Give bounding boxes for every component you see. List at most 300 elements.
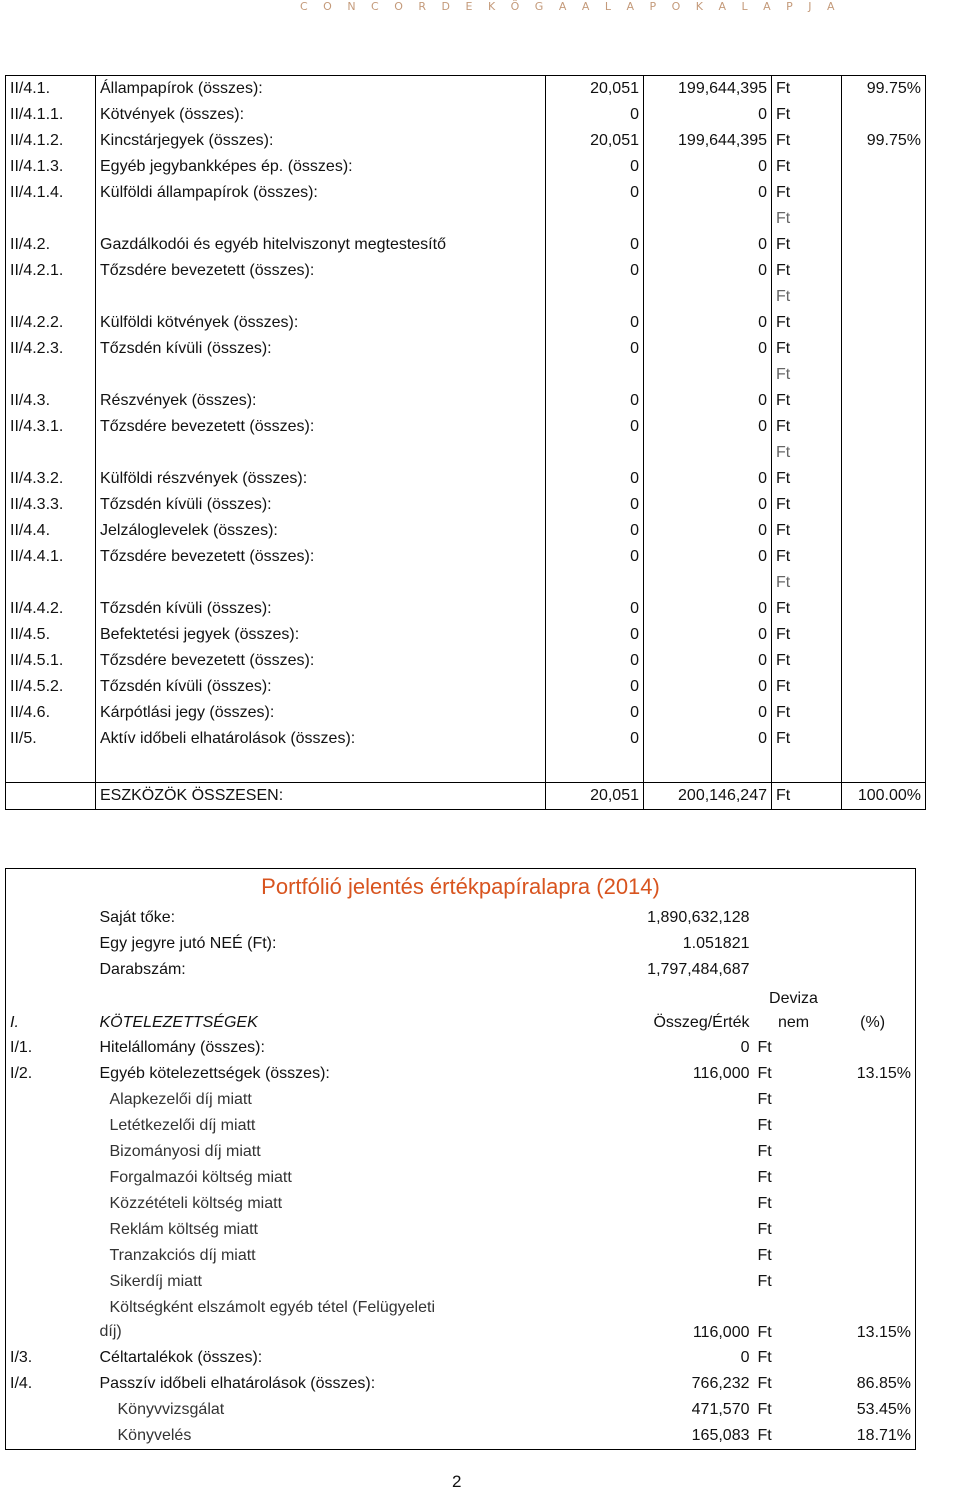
asset-name: Aktív időbeli elhatárolások (összes):: [96, 726, 546, 752]
other-cost-line1: Költségként elszámolt egyéb tétel (Felügyeleti: [109, 1299, 436, 1316]
liability-row: [6, 1217, 916, 1243]
asset-currency: Ft: [772, 518, 842, 544]
liab-amount: [536, 1165, 754, 1191]
asset-qty: 0: [546, 518, 644, 544]
asset-currency: Ft: [772, 544, 842, 570]
liab-amount: 0: [740, 1349, 750, 1366]
asset-qty: 0: [546, 596, 644, 622]
total-value: 200,146,247: [644, 783, 772, 810]
liability-row: [6, 1191, 916, 1217]
asset-value: 199,644,395: [644, 76, 772, 103]
assets-total-row: [6, 783, 926, 810]
liab-code: I/4.: [6, 1371, 96, 1397]
asset-name: [96, 284, 546, 310]
asset-code: II/4.4.: [6, 518, 96, 544]
asset-value: [644, 362, 772, 388]
liab-amount: 0: [740, 1039, 750, 1056]
asset-value: 0: [644, 232, 772, 258]
liab-pct: 53.45%: [834, 1397, 916, 1423]
asset-qty: 0: [546, 674, 644, 700]
total-pct: 100.00%: [842, 783, 926, 810]
asset-pct: [842, 518, 926, 544]
asset-value: [644, 570, 772, 596]
liab-currency: Ft: [757, 1091, 772, 1108]
liability-row: [6, 1371, 916, 1397]
liab-amount: [536, 1139, 754, 1165]
liab-pct: 13.15%: [834, 1061, 916, 1087]
asset-code: II/5.: [6, 726, 96, 752]
asset-code: II/4.5.1.: [6, 648, 96, 674]
liab-amount: 116,000: [692, 1065, 750, 1082]
liab-code: [6, 1217, 96, 1243]
asset-name: Kincstárjegyek (összes):: [96, 128, 546, 154]
asset-name: Részvények (összes):: [96, 388, 546, 414]
liab-header-name: KÖTELEZETTSÉGEK: [99, 1014, 258, 1031]
asset-pct: [842, 310, 926, 336]
blank-cell: [772, 752, 842, 783]
asset-name: Tőzsdére bevezetett (összes):: [96, 648, 546, 674]
asset-value: 0: [644, 154, 772, 180]
liab-currency: Ft: [757, 1065, 772, 1082]
asset-qty: 20,051: [546, 128, 644, 154]
asset-name: Tőzsdén kívüli (összes):: [96, 492, 546, 518]
liab-code: I/3.: [6, 1345, 96, 1371]
asset-pct: [842, 544, 926, 570]
asset-name: Kárpótlási jegy (összes):: [96, 700, 546, 726]
asset-currency: Ft: [772, 362, 842, 388]
asset-code: [6, 440, 96, 466]
asset-row: [6, 596, 926, 622]
liability-row: [6, 1397, 916, 1423]
count-value: 1,797,484,687: [647, 961, 750, 978]
asset-row: [6, 466, 926, 492]
asset-row: [6, 258, 926, 284]
asset-value: 0: [644, 336, 772, 362]
liab-amount: [536, 1113, 754, 1139]
asset-value: 0: [644, 622, 772, 648]
asset-currency: Ft: [772, 570, 842, 596]
liab-header-code: I.: [10, 1014, 19, 1031]
asset-pct: [842, 492, 926, 518]
liability-row: [6, 1035, 916, 1061]
blank-cell: [754, 905, 834, 931]
asset-qty: 0: [546, 648, 644, 674]
report-equity-row: [6, 905, 916, 931]
liability-row: [6, 1423, 916, 1450]
asset-qty: 0: [546, 726, 644, 752]
asset-currency: Ft: [772, 102, 842, 128]
liab-name: Forgalmazói költség miatt: [109, 1169, 292, 1186]
other-cost-line2: díj): [99, 1323, 122, 1340]
total-code: [6, 783, 96, 810]
asset-row: [6, 648, 926, 674]
other-cost-pct: 13.15%: [834, 1295, 916, 1345]
equity-value: 1,890,632,128: [647, 909, 750, 926]
liab-pct: [834, 1087, 916, 1113]
asset-pct: [842, 154, 926, 180]
asset-name: [96, 206, 546, 232]
asset-qty: 0: [546, 414, 644, 440]
liab-name: Könyvelés: [117, 1427, 192, 1444]
asset-name: Befektetési jegyek (összes):: [96, 622, 546, 648]
asset-row: [6, 76, 926, 103]
asset-code: [6, 284, 96, 310]
asset-pct: [842, 622, 926, 648]
asset-qty: [546, 570, 644, 596]
liability-row: [6, 1087, 916, 1113]
other-cost-row: [6, 1295, 916, 1345]
report-title: Portfólió jelentés értékpapíralapra (2014): [261, 874, 660, 899]
liab-currency: Ft: [757, 1117, 772, 1134]
asset-qty: [546, 206, 644, 232]
asset-name: Jelzáloglevelek (összes):: [96, 518, 546, 544]
asset-name: [96, 570, 546, 596]
asset-currency: Ft: [772, 258, 842, 284]
total-currency: Ft: [772, 783, 842, 810]
asset-name: Állampapírok (összes):: [96, 76, 546, 103]
asset-pct: [842, 440, 926, 466]
asset-pct: [842, 284, 926, 310]
liab-amount: [536, 1269, 754, 1295]
asset-name: Tőzsdén kívüli (összes):: [96, 674, 546, 700]
liab-name: Könyvvizsgálat: [117, 1401, 225, 1418]
asset-currency: Ft: [772, 674, 842, 700]
liab-name: Bizományosi díj miatt: [109, 1143, 261, 1160]
liab-name: Céltartalékok (összes):: [99, 1349, 263, 1366]
other-cost-label: [96, 1295, 536, 1345]
asset-value: 199,644,395: [644, 128, 772, 154]
report-nav-row: [6, 931, 916, 957]
asset-code: II/4.1.2.: [6, 128, 96, 154]
asset-value: [644, 206, 772, 232]
liability-row: [6, 1165, 916, 1191]
asset-name: Tőzsdére bevezetett (összes):: [96, 258, 546, 284]
asset-currency: Ft: [772, 232, 842, 258]
asset-pct: [842, 258, 926, 284]
asset-code: II/4.2.2.: [6, 310, 96, 336]
asset-currency: Ft: [772, 700, 842, 726]
liab-pct: [834, 1191, 916, 1217]
asset-row: [6, 284, 926, 310]
asset-pct: [842, 648, 926, 674]
asset-currency: Ft: [772, 440, 842, 466]
asset-name: Külföldi részvények (összes):: [96, 466, 546, 492]
asset-qty: [546, 440, 644, 466]
liabilities-header-row: [6, 983, 916, 1035]
liab-pct: 86.85%: [834, 1371, 916, 1397]
report-title-row: [6, 869, 916, 906]
liab-pct: [834, 1269, 916, 1295]
liability-row: [6, 1061, 916, 1087]
blank-cell: [834, 905, 916, 931]
liab-name: Egyéb kötelezettségek (összes):: [99, 1065, 330, 1082]
asset-name: Tőzsdére bevezetett (összes):: [96, 414, 546, 440]
liab-pct: [834, 1345, 916, 1371]
asset-name: [96, 362, 546, 388]
asset-code: II/4.2.3.: [6, 336, 96, 362]
asset-pct: [842, 206, 926, 232]
asset-code: II/4.2.: [6, 232, 96, 258]
asset-value: 0: [644, 258, 772, 284]
currency-bottom: nem: [777, 1014, 810, 1031]
liab-currency: Ft: [757, 1375, 772, 1392]
count-label: Darabszám:: [99, 961, 186, 978]
asset-code: II/4.5.2.: [6, 674, 96, 700]
blank-cell: [6, 1295, 96, 1345]
asset-code: II/4.3.3.: [6, 492, 96, 518]
asset-qty: [546, 284, 644, 310]
asset-qty: 0: [546, 154, 644, 180]
asset-code: II/4.4.2.: [6, 596, 96, 622]
asset-value: 0: [644, 102, 772, 128]
asset-pct: [842, 466, 926, 492]
asset-value: 0: [644, 388, 772, 414]
liab-code: [6, 1397, 96, 1423]
asset-qty: 0: [546, 466, 644, 492]
asset-row: [6, 492, 926, 518]
blank-cell: [6, 752, 96, 783]
asset-name: Gazdálkodói és egyéb hitelviszonyt megtestesítő: [96, 232, 546, 258]
asset-pct: [842, 362, 926, 388]
liab-pct: 18.71%: [834, 1423, 916, 1450]
liab-header-amount: Összeg/Érték: [653, 1014, 750, 1031]
asset-row: [6, 440, 926, 466]
asset-row: [6, 206, 926, 232]
asset-code: [6, 206, 96, 232]
asset-code: II/4.3.1.: [6, 414, 96, 440]
blank-cell: [6, 905, 96, 931]
asset-name: Kötvények (összes):: [96, 102, 546, 128]
asset-row: [6, 414, 926, 440]
asset-currency: Ft: [772, 128, 842, 154]
portfolio-report-table: [5, 868, 916, 1450]
asset-qty: 20,051: [546, 76, 644, 103]
liab-code: [6, 1165, 96, 1191]
liab-code: [6, 1139, 96, 1165]
equity-label: Saját tőke:: [99, 909, 176, 926]
asset-code: II/4.1.3.: [6, 154, 96, 180]
liab-amount: 471,570: [691, 1401, 750, 1418]
asset-row: [6, 570, 926, 596]
asset-currency: Ft: [772, 284, 842, 310]
liab-amount: [536, 1217, 754, 1243]
liab-currency: Ft: [757, 1401, 772, 1418]
asset-pct: [842, 388, 926, 414]
liab-currency: Ft: [757, 1273, 772, 1290]
liab-name: Alapkezelői díj miatt: [109, 1091, 252, 1108]
asset-value: 0: [644, 674, 772, 700]
asset-pct: [842, 232, 926, 258]
asset-row: [6, 180, 926, 206]
other-cost-amount: 116,000: [692, 1324, 750, 1341]
asset-row: [6, 336, 926, 362]
asset-qty: 0: [546, 232, 644, 258]
asset-currency: Ft: [772, 492, 842, 518]
blank-cell: [754, 931, 834, 957]
asset-row: [6, 310, 926, 336]
asset-pct: [842, 336, 926, 362]
asset-pct: [842, 726, 926, 752]
asset-currency: Ft: [772, 596, 842, 622]
asset-currency: Ft: [772, 336, 842, 362]
asset-qty: 0: [546, 310, 644, 336]
liab-currency: Ft: [757, 1221, 772, 1238]
liab-code: [6, 1113, 96, 1139]
asset-value: 0: [644, 544, 772, 570]
asset-row: [6, 726, 926, 752]
asset-qty: 0: [546, 700, 644, 726]
page-number: 2: [452, 1472, 462, 1491]
asset-qty: 0: [546, 388, 644, 414]
asset-blank-row: [6, 752, 926, 783]
asset-currency: Ft: [772, 154, 842, 180]
asset-row: [6, 232, 926, 258]
blank-cell: [842, 752, 926, 783]
liab-name: Tranzakciós díj miatt: [109, 1247, 256, 1264]
asset-qty: 0: [546, 180, 644, 206]
liab-pct: [834, 1113, 916, 1139]
asset-currency: Ft: [772, 466, 842, 492]
asset-qty: 0: [546, 622, 644, 648]
liab-pct: [834, 1035, 916, 1061]
liab-header-pct: (%): [860, 1014, 886, 1031]
asset-value: 0: [644, 414, 772, 440]
asset-row: [6, 154, 926, 180]
total-label: ESZKÖZÖK ÖSSZESEN:: [96, 783, 546, 810]
liab-currency: Ft: [757, 1195, 772, 1212]
liability-row: [6, 1243, 916, 1269]
liab-amount: [536, 1243, 754, 1269]
asset-qty: 0: [546, 544, 644, 570]
liab-name: Reklám költség miatt: [109, 1221, 258, 1238]
asset-qty: 0: [546, 102, 644, 128]
blank-cell: [96, 752, 546, 783]
asset-pct: [842, 596, 926, 622]
asset-code: II/4.2.1.: [6, 258, 96, 284]
liab-currency: Ft: [757, 1427, 772, 1444]
asset-row: [6, 388, 926, 414]
blank-cell: [6, 957, 96, 983]
other-cost-currency: Ft: [757, 1324, 772, 1341]
asset-row: [6, 700, 926, 726]
blank-cell: [754, 957, 834, 983]
asset-value: 0: [644, 310, 772, 336]
asset-pct: [842, 414, 926, 440]
liab-name: Letétkezelői díj miatt: [109, 1117, 256, 1134]
asset-code: [6, 362, 96, 388]
asset-qty: 0: [546, 492, 644, 518]
asset-value: 0: [644, 596, 772, 622]
asset-qty: 0: [546, 258, 644, 284]
asset-row: [6, 622, 926, 648]
asset-pct: 99.75%: [842, 128, 926, 154]
asset-name: Tőzsdén kívüli (összes):: [96, 336, 546, 362]
asset-code: II/4.6.: [6, 700, 96, 726]
asset-name: Tőzsdére bevezetett (összes):: [96, 544, 546, 570]
asset-currency: Ft: [772, 414, 842, 440]
liability-row: [6, 1139, 916, 1165]
blank-cell: [834, 957, 916, 983]
blank-cell: [6, 931, 96, 957]
asset-row: [6, 544, 926, 570]
liab-code: [6, 1423, 96, 1450]
liab-pct: [834, 1243, 916, 1269]
liab-currency: Ft: [757, 1039, 772, 1056]
asset-name: Külföldi állampapírok (összes):: [96, 180, 546, 206]
liab-currency: Ft: [757, 1349, 772, 1366]
currency-top: Deviza: [769, 990, 818, 1007]
blank-cell: [644, 752, 772, 783]
liab-currency: Ft: [757, 1143, 772, 1160]
liab-currency: Ft: [757, 1247, 772, 1264]
asset-code: II/4.1.4.: [6, 180, 96, 206]
asset-value: 0: [644, 518, 772, 544]
asset-row: [6, 102, 926, 128]
asset-row: [6, 128, 926, 154]
asset-pct: [842, 180, 926, 206]
liab-code: I/1.: [6, 1035, 96, 1061]
asset-qty: [546, 362, 644, 388]
asset-qty: 0: [546, 336, 644, 362]
liab-code: [6, 1087, 96, 1113]
asset-row: [6, 674, 926, 700]
blank-cell: [546, 752, 644, 783]
asset-currency: Ft: [772, 648, 842, 674]
liab-amount: [536, 1087, 754, 1113]
liab-name: Hitelállomány (összes):: [99, 1039, 265, 1056]
asset-code: II/4.5.: [6, 622, 96, 648]
asset-row: [6, 362, 926, 388]
liability-row: [6, 1113, 916, 1139]
asset-row: [6, 518, 926, 544]
asset-value: 0: [644, 492, 772, 518]
liab-pct: [834, 1217, 916, 1243]
liab-amount: 766,232: [691, 1375, 750, 1392]
asset-value: 0: [644, 700, 772, 726]
asset-currency: Ft: [772, 206, 842, 232]
liab-code: [6, 1191, 96, 1217]
liab-header-currency: [754, 983, 834, 1035]
asset-code: II/4.1.1.: [6, 102, 96, 128]
liab-amount: 165,083: [691, 1427, 750, 1444]
asset-value: 0: [644, 726, 772, 752]
asset-value: 0: [644, 648, 772, 674]
nav-value: 1.051821: [682, 935, 750, 952]
liability-row: [6, 1269, 916, 1295]
asset-value: 0: [644, 466, 772, 492]
asset-name: Egyéb jegybankképes ép. (összes):: [96, 154, 546, 180]
asset-code: II/4.4.1.: [6, 544, 96, 570]
asset-pct: 99.75%: [842, 76, 926, 103]
asset-pct: [842, 102, 926, 128]
liab-currency: Ft: [757, 1169, 772, 1186]
liab-name: Passzív időbeli elhatárolások (összes):: [99, 1375, 376, 1392]
nav-label: Egy jegyre jutó NEÉ (Ft):: [99, 935, 277, 952]
assets-table: [5, 75, 926, 810]
liab-pct: [834, 1165, 916, 1191]
liab-name: Közzétételi költség miatt: [109, 1195, 283, 1212]
liab-amount: [536, 1191, 754, 1217]
asset-currency: Ft: [772, 76, 842, 103]
blank-cell: [834, 931, 916, 957]
asset-currency: Ft: [772, 310, 842, 336]
page-header: C O N C O R D E K Ö G A A L A P O K A L A P J A: [300, 0, 841, 13]
asset-currency: Ft: [772, 388, 842, 414]
asset-name: Tőzsdén kívüli (összes):: [96, 596, 546, 622]
asset-currency: Ft: [772, 726, 842, 752]
liab-pct: [834, 1139, 916, 1165]
asset-name: [96, 440, 546, 466]
